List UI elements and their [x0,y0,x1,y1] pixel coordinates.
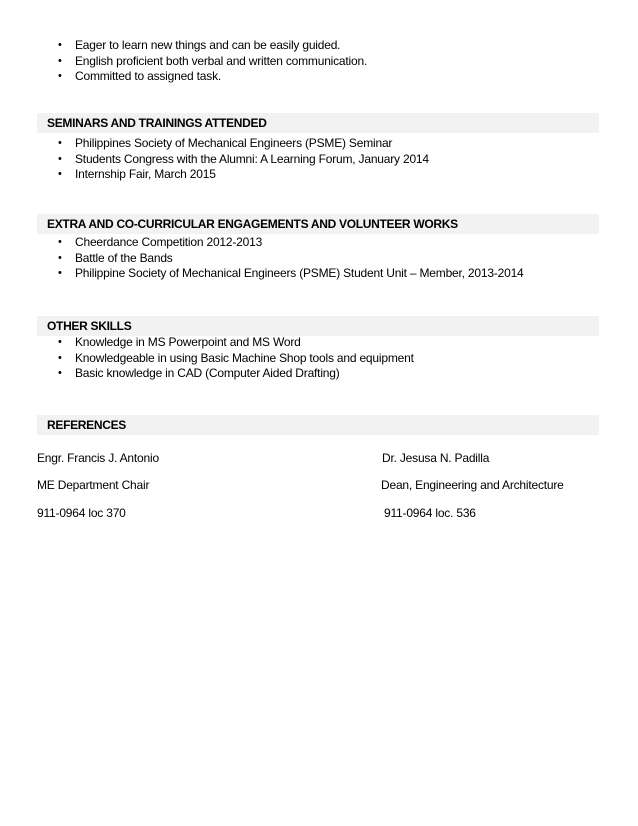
list-item: • English proficient both verbal and written communication. [58,54,367,70]
reference-left-phone: 911-0964 loc 370 [37,506,126,520]
reference-right-name: Dr. Jesusa N. Padilla [382,451,490,465]
section-title: SEMINARS AND TRAININGS ATTENDED [47,116,267,130]
list-item: • Philippine Society of Mechanical Engineers (PSME) Student Unit – Member, 2013-2014 [58,266,524,282]
list-item: • Internship Fair, March 2015 [58,167,429,183]
list-item: • Battle of the Bands [58,251,524,267]
references-section-header [37,415,599,435]
reference-right-position: Dean, Engineering and Architecture [381,478,564,492]
extracurricular-list [58,235,524,282]
list-item: • Knowledge in MS Powerpoint and MS Word [58,335,414,351]
list-item: • Students Congress with the Alumni: A Learning Forum, January 2014 [58,152,429,168]
list-item: • Committed to assigned task. [58,69,367,85]
seminars-list [58,136,429,183]
section-title: EXTRA AND CO-CURRICULAR ENGAGEMENTS AND VOLUNTEER WORKS [47,217,458,231]
section-title: OTHER SKILLS [47,319,132,333]
reference-left-name: Engr. Francis J. Antonio [37,451,159,465]
reference-right-phone: 911-0964 loc. 536 [384,506,476,520]
list-item: • Knowledgeable in using Basic Machine Shop tools and equipment [58,351,414,367]
list-item: • Cheerdance Competition 2012-2013 [58,235,524,251]
list-item: • Eager to learn new things and can be easily guided. [58,38,367,54]
reference-left-position: ME Department Chair [37,478,150,492]
other-skills-list [58,335,414,382]
personal-traits-list [58,38,367,85]
seminars-section-header [37,113,599,133]
extracurricular-section-header [37,214,599,234]
section-title: REFERENCES [47,418,127,432]
other-skills-section-header [37,316,599,336]
list-item: • Basic knowledge in CAD (Computer Aided Drafting) [58,366,414,382]
list-item: • Philippines Society of Mechanical Engineers (PSME) Seminar [58,136,429,152]
